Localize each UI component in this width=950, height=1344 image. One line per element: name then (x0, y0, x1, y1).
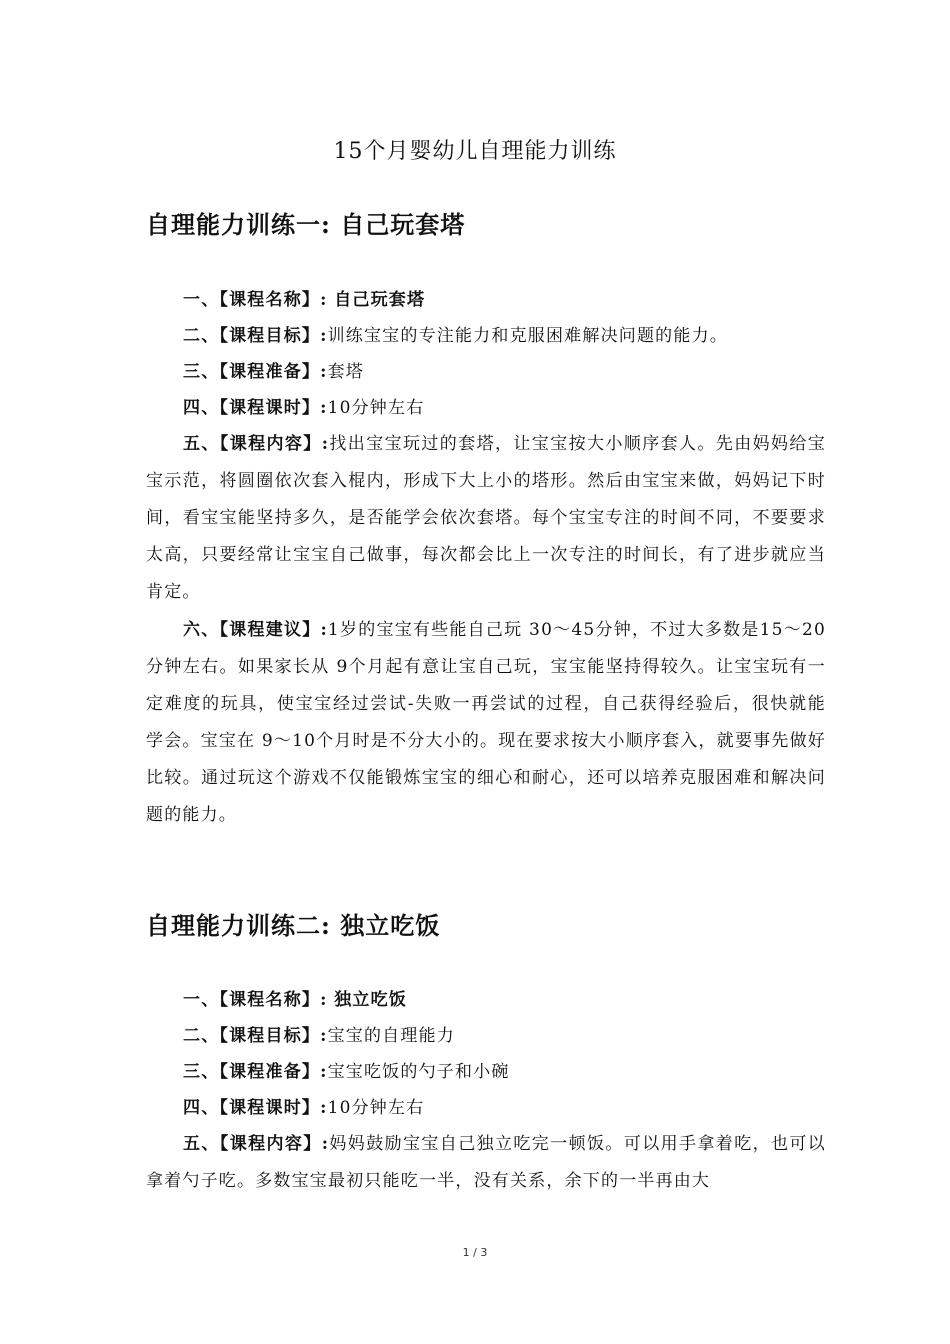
s1-course-content-label: 五、【课程内容】: (183, 434, 330, 454)
s2-course-hours (146, 1090, 826, 1127)
s1-course-name-value: 自己玩套塔 (334, 290, 426, 310)
s1-course-advice-value: 1岁的宝宝有些能自己玩 30～45分钟，不过大多数是15～20分钟左右。如果家长从 9个月起有意让宝自己玩，宝宝能坚持得较久。让宝宝玩有一定难度的玩具，使宝宝经过尝试-失败一再尝试的过程，自己获得经验后，很快就能学会。宝宝在 9～10个月时是不分大小的。现在要求按大小顺序套入，就要事先做好比较。通过玩这个游戏不仅能锻炼宝宝的细心和耐心，还可以培养克服困难和解决问题的能力。 (146, 620, 826, 825)
s2-course-hours-value: 10分钟左右 (327, 1098, 425, 1118)
s1-course-content-value: 找出宝宝玩过的套塔，让宝宝按大小顺序套人。先由妈妈给宝宝示范，将圆圈依次套入棍内，形成下大上小的塔形。然后由宝宝来做，妈妈记下时间，看宝宝能坚持多久，是否能学会依次套塔。每个宝宝专注的时间不同，不要要求太高，只要经常让宝宝自己做事，每次都会比上一次专注的时间长，有了进步就应当肯定。 (146, 434, 826, 602)
s2-course-prep-value: 宝宝吃饭的勺子和小碗 (327, 1062, 510, 1082)
s2-course-content-label: 五、【课程内容】: (183, 1134, 330, 1154)
s1-course-prep-label: 三、【课程准备】: (183, 362, 328, 382)
section-heading-1: 自理能力训练一: 自己玩套塔 (146, 210, 466, 239)
s2-course-goal-label: 二、【课程目标】: (183, 1026, 328, 1046)
s1-course-goal-value: 训练宝宝的专注能力和克服困难解决问题的能力。 (327, 326, 728, 346)
s2-course-goal (146, 1018, 826, 1055)
s1-course-goal-label: 二、【课程目标】: (183, 326, 328, 346)
s2-course-name-label: 一、【课程名称】: (183, 990, 328, 1010)
s2-course-name (146, 982, 826, 1019)
s1-course-content (146, 426, 826, 611)
s1-course-name (146, 282, 826, 319)
s1-course-name-label: 一、【课程名称】: (183, 290, 328, 310)
s1-course-hours-label: 四、【课程课时】: (183, 398, 328, 418)
s2-course-hours-label: 四、【课程课时】: (183, 1098, 328, 1118)
s2-course-prep (146, 1054, 826, 1091)
s2-course-content-value: 妈妈鼓励宝宝自己独立吃完一顿饭。可以用手拿着吃，也可以拿着勺子吃。多数宝宝最初只能吃一半，没有关系，余下的一半再由大 (146, 1134, 826, 1191)
s1-course-goal (146, 318, 826, 355)
page-number: 1 / 3 (462, 1246, 488, 1259)
s1-course-hours-value: 10分钟左右 (327, 398, 425, 418)
s1-course-prep (146, 354, 826, 391)
s1-course-prep-value: 套塔 (327, 362, 364, 382)
s2-course-content (146, 1126, 826, 1200)
s1-course-advice (146, 612, 826, 834)
s2-course-name-value: 独立吃饭 (334, 990, 407, 1010)
s1-course-advice-label: 六、【课程建议】: (183, 620, 328, 640)
s2-course-goal-value: 宝宝的自理能力 (327, 1026, 455, 1046)
s1-course-hours (146, 390, 826, 427)
document-title: 15个月婴幼儿自理能力训练 (333, 139, 617, 164)
section-heading-2: 自理能力训练二: 独立吃饭 (146, 911, 441, 940)
s2-course-prep-label: 三、【课程准备】: (183, 1062, 328, 1082)
